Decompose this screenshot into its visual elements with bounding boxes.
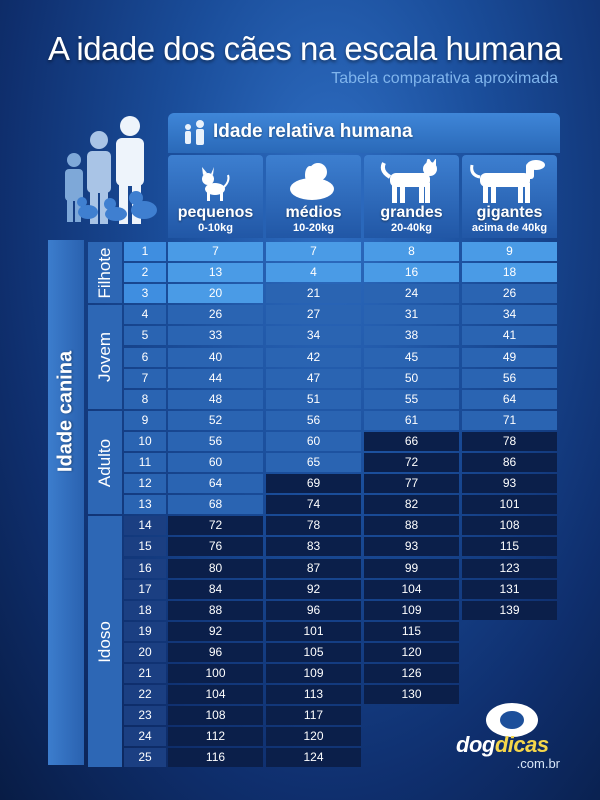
dog-age-axis bbox=[48, 240, 84, 765]
human-age-cell: 13 bbox=[168, 263, 263, 282]
dog-age-cell: 22 bbox=[124, 685, 166, 704]
human-age-cell: 104 bbox=[364, 580, 459, 599]
medium-dog-icon bbox=[266, 159, 361, 203]
dog-age-cell: 7 bbox=[124, 369, 166, 388]
logo-wordmark bbox=[456, 732, 549, 758]
column-name: médios bbox=[285, 204, 342, 221]
dog-age-cell: 9 bbox=[124, 411, 166, 430]
giant-dog-icon bbox=[462, 159, 557, 203]
human-age-cell: 131 bbox=[462, 580, 557, 599]
human-age-cell: 109 bbox=[266, 664, 361, 683]
human-age-cell: 113 bbox=[266, 685, 361, 704]
human-age-cell: 76 bbox=[168, 537, 263, 556]
human-age-cell: 120 bbox=[266, 727, 361, 746]
mini-people-icon bbox=[182, 120, 208, 146]
human-age-cell: 130 bbox=[364, 685, 459, 704]
human-age-cell: 56 bbox=[462, 369, 557, 388]
stage-jovem bbox=[88, 305, 122, 409]
human-age-cell: 24 bbox=[364, 284, 459, 303]
human-age-cell: 101 bbox=[462, 495, 557, 514]
relative-age-header bbox=[168, 113, 560, 153]
human-age-cell: 100 bbox=[168, 664, 263, 683]
column-header-gigantes bbox=[462, 155, 557, 238]
human-age-cell: 126 bbox=[364, 664, 459, 683]
human-age-cell: 16 bbox=[364, 263, 459, 282]
dog-age-cell: 1 bbox=[124, 242, 166, 261]
human-age-cell: 108 bbox=[462, 516, 557, 535]
dog-age-cell: 3 bbox=[124, 284, 166, 303]
human-age-cell: 82 bbox=[364, 495, 459, 514]
dog-age-axis-label: Idade canina bbox=[54, 350, 77, 473]
logo-domain: .com.br bbox=[516, 756, 560, 771]
column-weight: acima de 40kg bbox=[471, 222, 548, 234]
human-age-cell: 105 bbox=[266, 643, 361, 662]
human-age-cell: 44 bbox=[168, 369, 263, 388]
human-age-cell: 42 bbox=[266, 348, 361, 367]
human-age-cell: 115 bbox=[364, 622, 459, 641]
human-age-cell: 33 bbox=[168, 326, 263, 345]
human-age-cell: 77 bbox=[364, 474, 459, 493]
small-dog-icon bbox=[168, 159, 263, 203]
dog-age-cell: 19 bbox=[124, 622, 166, 641]
human-age-cell: 101 bbox=[266, 622, 361, 641]
human-age-cell: 26 bbox=[168, 305, 263, 324]
column-header-grandes bbox=[364, 155, 459, 238]
human-age-cell: 69 bbox=[266, 474, 361, 493]
human-age-cell: 31 bbox=[364, 305, 459, 324]
human-age-cell: 65 bbox=[266, 453, 361, 472]
dog-age-cell: 5 bbox=[124, 326, 166, 345]
dog-age-cell: 23 bbox=[124, 706, 166, 725]
stage-label: Idoso bbox=[95, 621, 114, 663]
human-age-cell: 21 bbox=[266, 284, 361, 303]
human-age-cell: 93 bbox=[364, 537, 459, 556]
human-age-cell: 64 bbox=[462, 390, 557, 409]
human-age-cell: 88 bbox=[168, 601, 263, 620]
dog-age-cell: 8 bbox=[124, 390, 166, 409]
human-age-cell: 64 bbox=[168, 474, 263, 493]
human-age-cell: 117 bbox=[266, 706, 361, 725]
human-age-cell: 116 bbox=[168, 748, 263, 767]
human-age-cell: 104 bbox=[168, 685, 263, 704]
human-age-cell: 56 bbox=[168, 432, 263, 451]
human-age-cell: 83 bbox=[266, 537, 361, 556]
human-age-cell: 40 bbox=[168, 348, 263, 367]
column-name: grandes bbox=[380, 204, 443, 221]
human-age-cell: 78 bbox=[266, 516, 361, 535]
human-age-cell: 96 bbox=[266, 601, 361, 620]
human-age-cell: 56 bbox=[266, 411, 361, 430]
human-age-cell: 49 bbox=[462, 348, 557, 367]
dogdicas-logo bbox=[456, 698, 560, 774]
dog-age-cell: 13 bbox=[124, 495, 166, 514]
dog-age-cell: 4 bbox=[124, 305, 166, 324]
column-weight: 0-10kg bbox=[198, 222, 233, 234]
dog-age-cell: 16 bbox=[124, 559, 166, 578]
human-age-cell: 55 bbox=[364, 390, 459, 409]
column-weight: 20-40kg bbox=[391, 222, 432, 234]
dog-age-cell: 12 bbox=[124, 474, 166, 493]
human-age-cell: 92 bbox=[266, 580, 361, 599]
dog-age-cell: 14 bbox=[124, 516, 166, 535]
human-age-cell: 123 bbox=[462, 559, 557, 578]
page-title: A idade dos cães na escala humana bbox=[48, 30, 562, 67]
dog-age-cell: 25 bbox=[124, 748, 166, 767]
human-age-cell: 87 bbox=[266, 559, 361, 578]
human-age-cell: 51 bbox=[266, 390, 361, 409]
stage-idoso bbox=[88, 516, 122, 767]
column-header-pequenos bbox=[168, 155, 263, 238]
human-age-cell: 26 bbox=[462, 284, 557, 303]
human-age-cell: 50 bbox=[364, 369, 459, 388]
stage-adulto bbox=[88, 411, 122, 515]
human-age-cell: 60 bbox=[266, 432, 361, 451]
stage-label: Jovem bbox=[95, 332, 114, 383]
human-age-cell: 34 bbox=[462, 305, 557, 324]
human-age-cell: 72 bbox=[168, 516, 263, 535]
logo-word-dog: dog bbox=[456, 732, 495, 757]
human-age-cell: 84 bbox=[168, 580, 263, 599]
human-age-cell: 124 bbox=[266, 748, 361, 767]
human-age-cell: 68 bbox=[168, 495, 263, 514]
column-name: gigantes bbox=[476, 204, 543, 221]
dog-age-cell: 6 bbox=[124, 348, 166, 367]
human-age-cell: 18 bbox=[462, 263, 557, 282]
dog-age-cell: 17 bbox=[124, 580, 166, 599]
dog-age-cell: 10 bbox=[124, 432, 166, 451]
human-age-cell: 80 bbox=[168, 559, 263, 578]
column-name: pequenos bbox=[177, 204, 254, 221]
logo-word-dicas: dicas bbox=[494, 732, 549, 757]
human-age-cell: 61 bbox=[364, 411, 459, 430]
dog-age-cell: 21 bbox=[124, 664, 166, 683]
human-age-cell: 108 bbox=[168, 706, 263, 725]
human-age-cell: 38 bbox=[364, 326, 459, 345]
human-age-cell: 96 bbox=[168, 643, 263, 662]
stage-label: Adulto bbox=[95, 438, 114, 487]
human-age-cell: 7 bbox=[266, 242, 361, 261]
human-age-cell: 7 bbox=[168, 242, 263, 261]
human-age-cell: 78 bbox=[462, 432, 557, 451]
human-age-cell: 86 bbox=[462, 453, 557, 472]
human-age-cell: 99 bbox=[364, 559, 459, 578]
human-age-cell: 8 bbox=[364, 242, 459, 261]
column-header-medios bbox=[266, 155, 361, 238]
human-age-cell: 74 bbox=[266, 495, 361, 514]
human-age-cell: 47 bbox=[266, 369, 361, 388]
stage-label: Filhote bbox=[95, 247, 114, 299]
human-age-cell: 71 bbox=[462, 411, 557, 430]
dog-age-cell: 20 bbox=[124, 643, 166, 662]
stage-filhote bbox=[88, 242, 122, 303]
human-age-cell: 120 bbox=[364, 643, 459, 662]
dog-age-cell: 2 bbox=[124, 263, 166, 282]
human-age-cell: 112 bbox=[168, 727, 263, 746]
human-family-icon bbox=[58, 114, 168, 232]
dog-age-cell: 18 bbox=[124, 601, 166, 620]
human-age-cell: 92 bbox=[168, 622, 263, 641]
human-age-cell: 20 bbox=[168, 284, 263, 303]
human-age-cell: 4 bbox=[266, 263, 361, 282]
relative-age-label: Idade relativa humana bbox=[213, 121, 413, 142]
column-weight: 10-20kg bbox=[293, 222, 334, 234]
human-age-cell: 60 bbox=[168, 453, 263, 472]
human-age-cell: 52 bbox=[168, 411, 263, 430]
dog-age-cell: 24 bbox=[124, 727, 166, 746]
human-age-cell: 93 bbox=[462, 474, 557, 493]
large-dog-icon bbox=[364, 159, 459, 203]
human-age-cell: 109 bbox=[364, 601, 459, 620]
page-subtitle: Tabela comparativa aproximada bbox=[331, 70, 558, 87]
human-age-cell: 34 bbox=[266, 326, 361, 345]
human-age-cell: 27 bbox=[266, 305, 361, 324]
human-age-cell: 72 bbox=[364, 453, 459, 472]
human-age-cell: 9 bbox=[462, 242, 557, 261]
dog-age-cell: 15 bbox=[124, 537, 166, 556]
human-age-cell: 88 bbox=[364, 516, 459, 535]
human-age-cell: 41 bbox=[462, 326, 557, 345]
human-age-cell: 115 bbox=[462, 537, 557, 556]
human-age-cell: 48 bbox=[168, 390, 263, 409]
human-age-cell: 66 bbox=[364, 432, 459, 451]
dog-age-cell: 11 bbox=[124, 453, 166, 472]
human-age-cell: 45 bbox=[364, 348, 459, 367]
human-age-cell: 139 bbox=[462, 601, 557, 620]
